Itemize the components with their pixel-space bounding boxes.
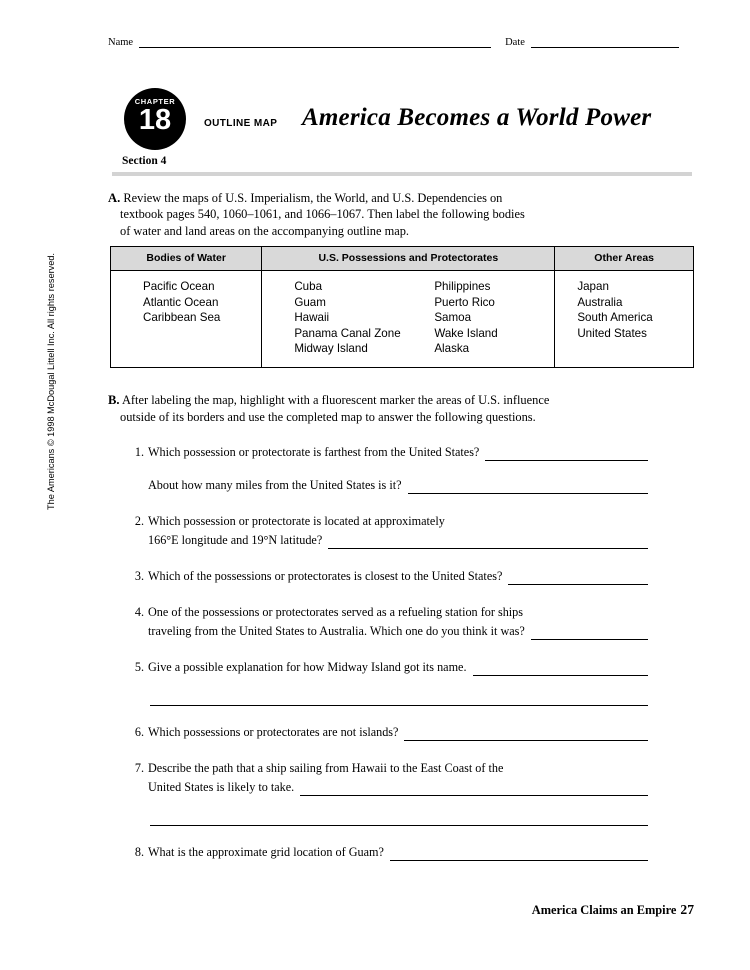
table-header-bodies-of-water: Bodies of Water <box>111 247 262 271</box>
question-3-answer-line[interactable] <box>508 571 648 585</box>
page-title: America Becomes a World Power <box>302 104 652 131</box>
question-4-subline <box>128 623 648 640</box>
question-4-text: One of the possessions or protectorates served as a refueling station for ships <box>148 605 524 619</box>
question-1 <box>128 444 648 494</box>
cell-possessions <box>262 271 555 368</box>
outline-map-kicker: OUTLINE MAP <box>204 118 278 129</box>
section-a-line1: Review the maps of U.S. Imperialism, the World, and U.S. Dependencies on <box>123 191 503 205</box>
question-7-subline-2 <box>128 812 648 826</box>
question-6-text: Which possessions or protectorates are not islands? <box>148 725 399 739</box>
questions-list <box>128 444 648 861</box>
question-8-answer-line[interactable] <box>390 847 648 861</box>
page-number: 27 <box>680 902 694 917</box>
section-a-line2: textbook pages 540, 1060–1061, and 1066–1067. Then label the following bodies <box>120 207 525 222</box>
date-input-line[interactable] <box>531 36 679 48</box>
question-6-answer-line[interactable] <box>404 727 648 741</box>
list-item: Puerto Rico <box>434 295 495 309</box>
list-item: Hawaii <box>294 311 330 325</box>
chapter-word: CHAPTER <box>134 97 176 106</box>
list-item: Samoa <box>434 311 472 325</box>
question-7-answer-line[interactable] <box>300 782 648 796</box>
question-1-line <box>128 444 648 461</box>
question-5-answer-line[interactable] <box>473 662 648 676</box>
question-1-answer-line-2[interactable] <box>408 480 648 494</box>
question-3-line <box>128 568 648 585</box>
section-b-line2: outside of its borders and use the completed map to answer the following questions. <box>120 409 536 424</box>
table-header-other-areas: Other Areas <box>555 247 694 271</box>
question-7-subtext: United States is likely to take. <box>148 780 295 794</box>
list-item: Japan <box>577 280 609 293</box>
question-7-text: Describe the path that a ship sailing from Hawaii to the East Coast of the <box>148 761 504 775</box>
name-label: Name <box>108 37 134 48</box>
question-8-number: 8. <box>134 845 144 859</box>
list-item: Philippines <box>434 280 491 293</box>
list-item: Wake Island <box>434 326 498 340</box>
question-3 <box>128 568 648 585</box>
question-2-number: 2. <box>134 514 144 528</box>
list-item: Atlantic Ocean <box>143 295 219 309</box>
section-a-letter: A. <box>108 191 121 205</box>
question-8-text: What is the approximate grid location of Guam? <box>148 845 384 859</box>
question-5-subline <box>128 692 648 706</box>
question-4 <box>128 604 648 640</box>
date-label: Date <box>505 37 525 48</box>
question-7 <box>128 760 648 826</box>
labels-table <box>110 246 694 368</box>
question-2-subtext: 166°E longitude and 19°N latitude? <box>148 533 323 547</box>
name-input-line[interactable] <box>139 36 491 48</box>
question-1-number: 1. <box>134 445 144 459</box>
question-2-subline <box>128 532 648 549</box>
list-item: Panama Canal Zone <box>294 326 401 340</box>
section-b-line1: After labeling the map, highlight with a fluorescent marker the areas of U.S. influence <box>121 393 550 407</box>
question-1-text: Which possession or protectorate is farthest from the United States? <box>148 445 480 459</box>
question-5-answer-line-2[interactable] <box>150 692 648 706</box>
possessions-column-a <box>262 279 434 357</box>
question-7-answer-line-2[interactable] <box>150 812 648 826</box>
question-7-subline <box>128 779 648 796</box>
table-header-possessions: U.S. Possessions and Protectorates <box>262 247 555 271</box>
list-item: Pacific Ocean <box>143 280 215 293</box>
table-row <box>111 271 694 368</box>
list-item: Australia <box>577 295 623 309</box>
list-item: United States <box>577 326 647 340</box>
question-3-number: 3. <box>134 569 144 583</box>
question-2-answer-line[interactable] <box>328 535 648 549</box>
question-4-line <box>128 604 648 621</box>
question-4-subtext: traveling from the United States to Australia. Which one do you think it was? <box>148 624 525 638</box>
question-7-line <box>128 760 648 777</box>
list-item: South America <box>577 311 653 325</box>
footer <box>532 902 694 918</box>
chapter-number: 18 <box>138 104 172 136</box>
question-8-line <box>128 844 648 861</box>
section-label: Section 4 <box>122 155 167 167</box>
possessions-columns <box>262 279 554 357</box>
list-item: Cuba <box>294 280 323 293</box>
question-4-answer-line[interactable] <box>531 626 648 640</box>
question-2-line <box>128 513 648 530</box>
question-2 <box>128 513 648 549</box>
question-6 <box>128 724 648 741</box>
copyright-sidebar: The Americans © 1998 McDougal Littell Inc. All rights reserved. <box>46 253 56 510</box>
cell-bodies-of-water <box>111 271 262 368</box>
cell-other-areas <box>555 271 694 368</box>
question-5-line <box>128 659 648 676</box>
question-5-text: Give a possible explanation for how Midway Island got its name. <box>148 660 467 674</box>
question-7-number: 7. <box>134 761 144 775</box>
section-b-instructions <box>108 392 618 425</box>
name-date-row <box>108 36 656 48</box>
question-8 <box>128 844 648 861</box>
question-5-number: 5. <box>134 660 144 674</box>
footer-unit-title: America Claims an Empire <box>531 903 677 917</box>
question-2-text: Which possession or protectorate is located at approximately <box>148 514 445 528</box>
question-1-subtext: About how many miles from the United States is it? <box>148 478 402 492</box>
chapter-badge <box>124 88 186 150</box>
list-item: Midway Island <box>294 342 368 356</box>
header-divider <box>112 172 692 176</box>
question-3-text: Which of the possessions or protectorates is closest to the United States? <box>148 569 503 583</box>
list-item: Caribbean Sea <box>143 311 221 325</box>
question-1-answer-line[interactable] <box>485 447 648 461</box>
section-a-line3: of water and land areas on the accompanying outline map. <box>120 223 410 238</box>
question-1-subline <box>128 477 648 494</box>
list-item: Alaska <box>434 342 470 356</box>
question-4-number: 4. <box>134 605 144 619</box>
section-b-letter: B. <box>108 393 120 407</box>
question-6-number: 6. <box>134 725 144 739</box>
table-header-row <box>111 247 694 271</box>
possessions-column-b <box>434 279 554 357</box>
section-a-instructions <box>108 190 608 239</box>
question-5 <box>128 659 648 706</box>
list-item: Guam <box>294 295 326 309</box>
question-6-line <box>128 724 648 741</box>
